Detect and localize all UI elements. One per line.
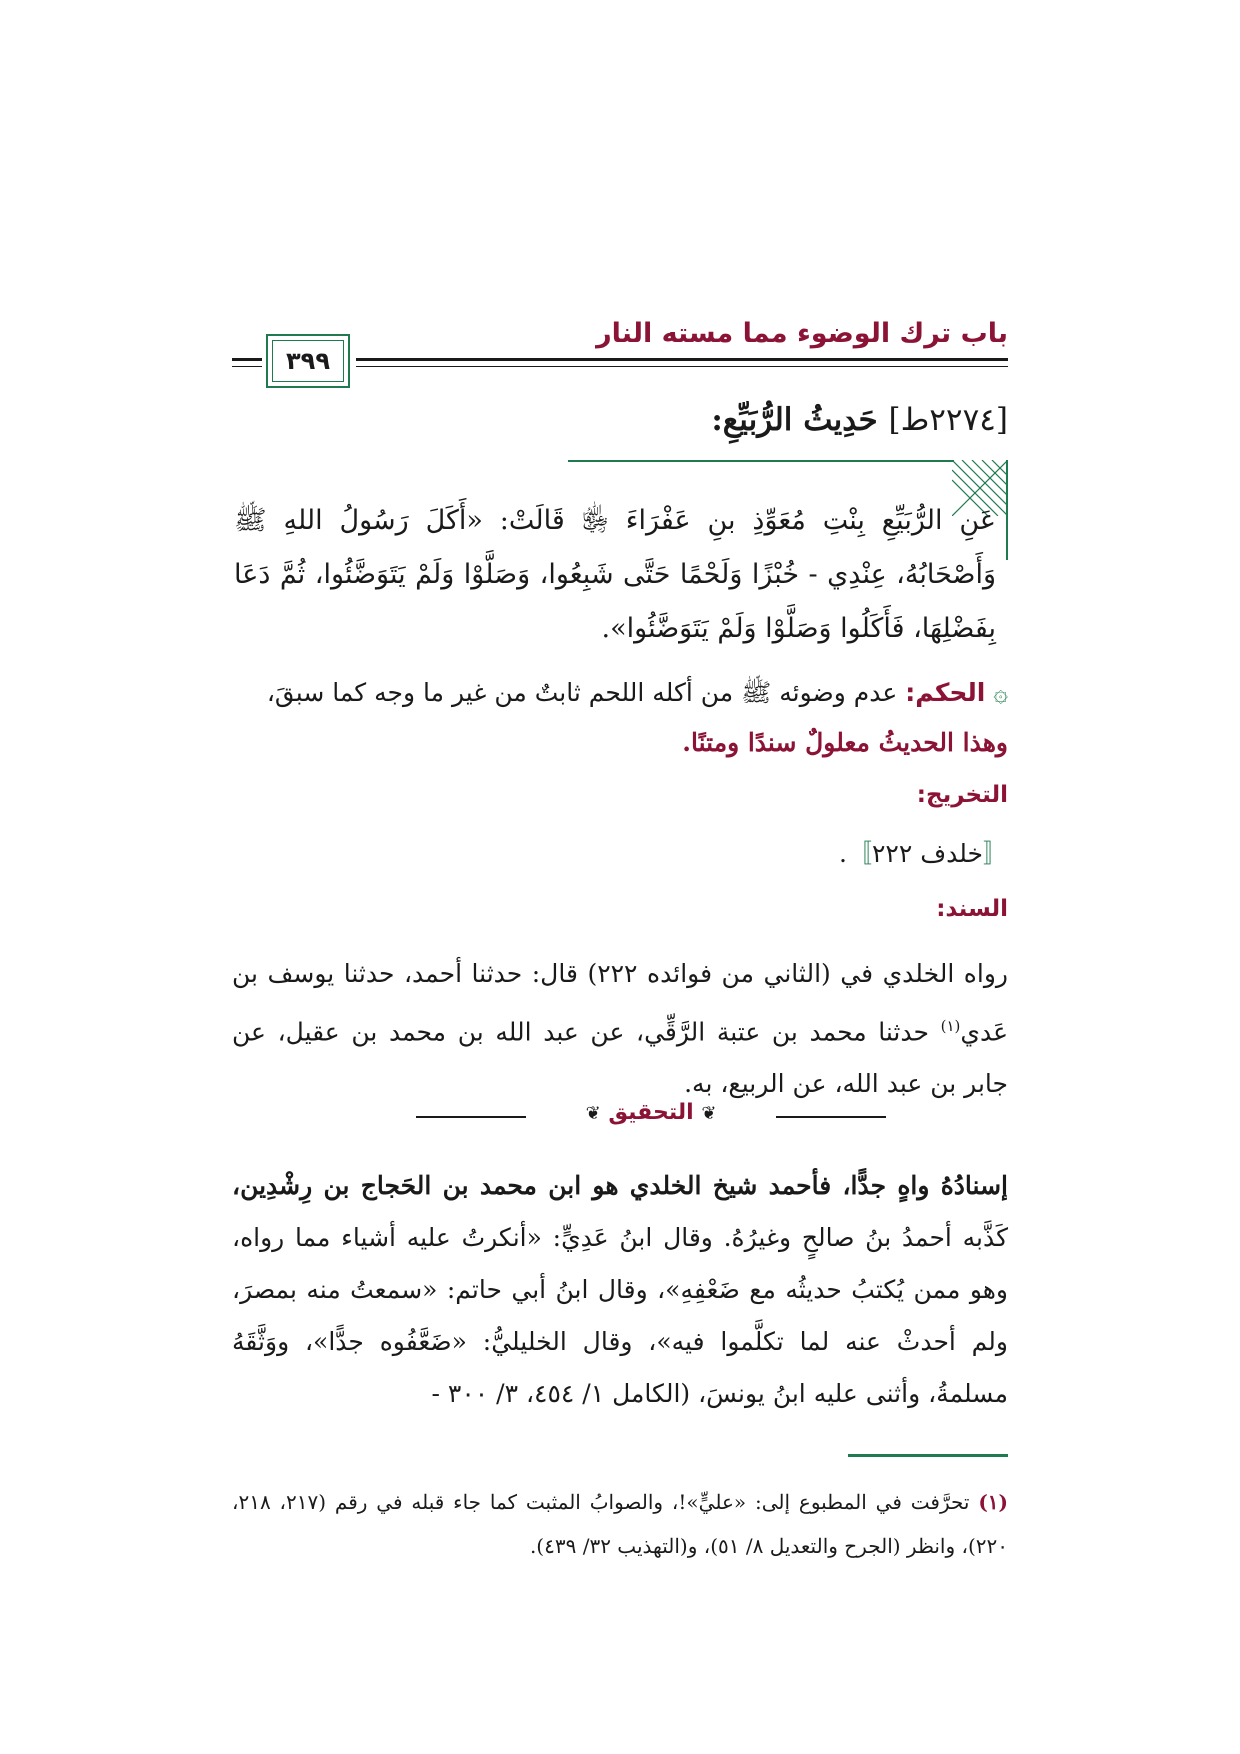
footnote-marker[interactable]: (١) [940,1017,961,1035]
footnote-text: تحرَّفت في المطبوع إلى: «عليٍّ»!، والصوابُ المثبت كما جاء قبله في رقم (٢١٧، ٢١٨، ٢٢٠)، وانظر (الجرح والتعديل ٨/ ٥١)، و(التهذيب ٣٢/ ٤٣٩). [232,1490,1008,1558]
tahqiq-text: كَذَّبه أحمدُ بنُ صالحٍ وغيرُهُ. وقال ابنُ عَدِيٍّ: «أنكرتُ عليه أشياء مما رواه، وهو ممن يُكتبُ حديثُه مع ضَعْفِهِ»، وقال ابنُ أبي حاتم: «سمعتُ منه بمصرَ، ولم أحدثْ عنه لما تكلَّموا فيه»، وقال الخليليُّ: «ضَعَّفُوه جدًّا»، ووَثَّقَهُ مسلمةُ، وأثنى عليه ابنُ يونسَ، (الكامل ١/ ٤٥٤، ٣/ ٣٠٠ - [232,1223,1008,1408]
takhrij-reference [839,834,1008,870]
sanad-text-after: حدثنا محمد بن عتبة الرَّقِّي، عن عبد الله بن محمد بن عقيل، عن جابر بن عبد الله، عن الربيع، به. [232,1017,1008,1099]
tahqiq-heading [416,1100,886,1125]
takhrij-text: خلدف ٢٢٢ [871,839,983,868]
takhrij-end: . [839,839,847,868]
hadith-heading [711,402,1008,438]
ornament-right-icon: ❦ [701,1103,717,1124]
hadith-number: [٢٢٧٤ط] [888,402,1008,438]
footnote-number: (١) [978,1490,1008,1514]
ornament-left-icon: ❦ [585,1103,601,1124]
header-rule-left-thin [232,366,262,367]
hadith-matn: عَنِ الرُّبَيِّعِ بِنْتِ مُعَوِّذِ بنِ عَفْرَاءَ ﵂ قَالَتْ: «أَكَلَ رَسُولُ اللهِ ﷺ وَأَصْحَابُهُ، عِنْدِي - خُبْزًا وَلَحْمًا حَتَّى شَبِعُوا، وَصَلَّوْا وَلَمْ يَتَوَضَّئُوا، ثُمَّ دَعَا بِفَضْلِهَا، فَأَكَلُوا وَصَلَّوْا وَلَمْ يَتَوَضَّئُوا». [234,505,996,644]
matn-top-rule [568,460,954,462]
sanad-paragraph [232,948,1008,1110]
takhrij-close-bracket: 〛 [846,839,872,868]
page-number: ٣٩٩ [286,347,330,375]
hukm-paragraph [232,668,1008,768]
header-rule-thick [356,358,1008,361]
header-rule-thin [356,366,1008,367]
sanad-text-before: رواه الخلدي في (الثاني من فوائده ٢٢٢) قال: حدثنا أحمد، حدثنا يوسف بن عَدي [232,959,1008,1047]
hukm-emphasis: وهذا الحديثُ معلولٌ سندًا ومتنًا. [682,728,1008,757]
footnote [232,1480,1008,1568]
running-title: باب ترك الوضوء مما مسته النار [596,318,1008,349]
tahqiq-lead: إسنادُهُ واهٍ جدًّا، فأحمد شيخ الخلدي هو ابن محمد بن الحَجاج بن رِشْدِين، [232,1171,1008,1200]
tahqiq-divider [416,1100,886,1134]
hukm-text: عدم وضوئه ﷺ من أكله اللحم ثابتٌ من غير ما وجه كما سبقَ، [266,678,906,707]
header-rule-left-thick [232,358,262,361]
tahqiq-label: التحقيق [608,1100,694,1125]
flower-ornament-icon: ۞ [993,678,1008,707]
takhrij-open-bracket: 〚 [982,839,1008,868]
takhrij-label: التخريج: [916,782,1008,808]
hadith-title: حَدِيثُ الرُّبَيِّعِ: [711,402,878,438]
page-number-frame [266,334,350,388]
footnote-rule [848,1454,1008,1457]
hukm-label: الحكم: [905,678,986,707]
sanad-label: السند: [936,896,1008,922]
tahqiq-paragraph [232,1160,1008,1420]
